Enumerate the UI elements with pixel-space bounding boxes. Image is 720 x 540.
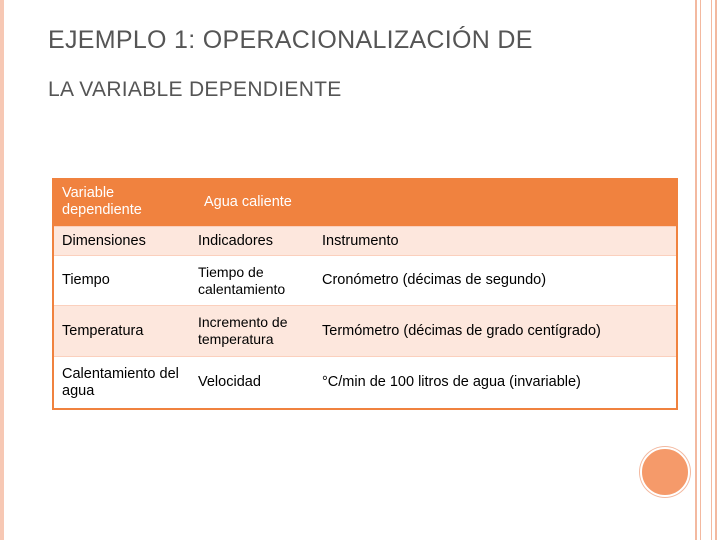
operationalization-table <box>52 178 678 410</box>
indicator-cell: Velocidad <box>190 357 314 410</box>
slide-title-line-2: LA VARIABLE DEPENDIENTE <box>48 78 342 101</box>
table-row <box>53 306 677 357</box>
dimension-cell: Calentamiento del agua <box>53 357 190 410</box>
column-header-dimensions: Dimensiones <box>53 227 190 256</box>
column-header-row <box>53 227 677 256</box>
header-value: Agua caliente <box>204 193 292 210</box>
slide-title-line-1: EJEMPLO 1: OPERACIONALIZACIÓN DE <box>48 26 533 54</box>
dimension-cell: Tiempo <box>53 256 190 306</box>
column-header-indicators: Indicadores <box>190 227 314 256</box>
table-row <box>53 256 677 306</box>
instrument-cell: Termómetro (décimas de grado centígrado) <box>314 306 677 357</box>
right-border-inner-decoration <box>700 0 712 540</box>
column-header-instrument: Instrumento <box>314 227 677 256</box>
table-header-row <box>53 178 677 227</box>
indicator-cell: Incremento de temperatura <box>190 306 314 357</box>
slide-title <box>48 26 533 102</box>
decorative-circle <box>640 447 690 497</box>
table-row <box>53 357 677 410</box>
instrument-cell: Cronómetro (décimas de segundo) <box>314 256 677 306</box>
header-value-cell <box>190 178 677 227</box>
indicator-cell: Tiempo de calentamiento <box>190 256 314 306</box>
dimension-cell: Temperatura <box>53 306 190 357</box>
instrument-cell: °C/min de 100 litros de agua (invariable) <box>314 357 677 410</box>
left-border-decoration <box>0 0 4 540</box>
header-label-cell: Variable dependiente <box>53 178 190 227</box>
